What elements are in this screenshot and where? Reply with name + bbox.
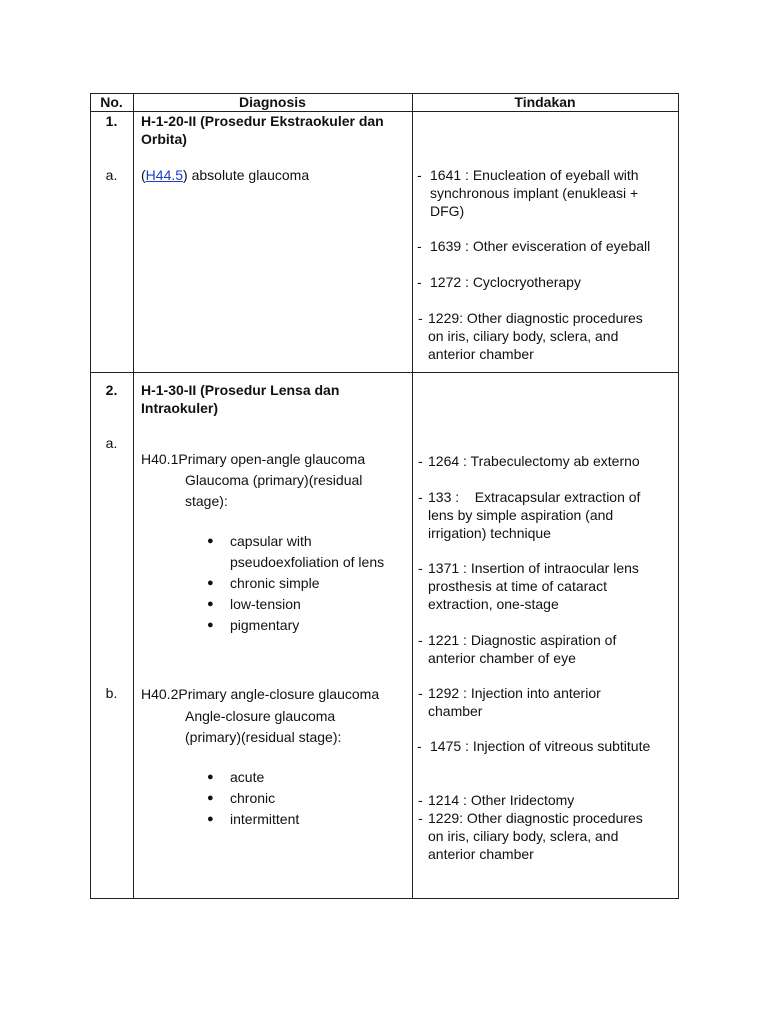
row-1-number: 1. [105,113,118,129]
procedure-133: 133 : Extracapsular extraction of [428,489,641,505]
diagnosis-h40-1 [141,450,365,468]
bullet-icon: ● [207,771,214,783]
procedure-1292-cont: chamber [428,703,483,719]
procedure-1371-cont: extraction, one-stage [428,596,559,612]
bullet-item: chronic simple [230,575,320,591]
procedure-1639: 1639 : Other evisceration of eyeball [430,238,651,254]
row-1-diagnosis [141,166,309,184]
procedure-dash: - [417,238,422,254]
row-2-number: 2. [105,382,118,398]
procedure-dash: - [418,560,423,576]
procedure-1292: 1292 : Injection into anterior [428,685,601,701]
procedure-1264: 1264 : Trabeculectomy ab externo [428,453,640,469]
header-tindakan: Tindakan [514,94,576,110]
column-divider-1 [133,93,134,899]
header-diagnosis: Diagnosis [239,94,306,110]
procedure-1641-cont: DFG) [430,203,465,219]
procedure-1229: 1229: Other diagnostic procedures [428,810,643,826]
procedure-1641-cont: synchronous implant (enukleasi + [430,185,639,201]
row-1-letter-a: a. [105,167,118,183]
procedure-1214: 1214 : Other Iridectomy [428,792,575,808]
procedure-dash: - [418,310,423,326]
bullet-icon: ● [207,813,214,825]
table-border-bottom [90,898,679,899]
procedure-dash: - [418,810,423,826]
procedure-1229-cont: on iris, ciliary body, sclera, and [428,828,619,844]
procedure-table [90,93,679,899]
procedure-dash: - [417,167,422,183]
diagnosis-h40-1-detail: stage): [185,493,228,509]
bullet-item: acute [230,769,265,785]
procedure-1229-cont: on iris, ciliary body, sclera, and [428,328,619,344]
table-border-left [90,93,91,899]
bullet-icon: ● [207,535,214,547]
diagnosis-h40-2-detail: (primary)(residual stage): [185,729,342,745]
bullet-item: chronic [230,790,276,806]
diagnosis-name: Primary open-angle glaucoma [178,451,366,467]
procedure-1371: 1371 : Insertion of intraocular lens [428,560,639,576]
procedure-dash: - [418,453,423,469]
procedure-1371-cont: prosthesis at time of cataract [428,578,607,594]
bullet-icon: ● [207,598,214,610]
procedure-dash: - [418,685,423,701]
row-1-title-cont: Orbita) [141,131,187,147]
bullet-item: intermittent [230,811,300,827]
bullet-item: capsular with [230,533,312,549]
diagnosis-name: Primary angle-closure glaucoma [178,686,380,702]
row-2-letter-b: b. [105,685,118,701]
table-border-right [678,93,679,899]
bullet-icon: ● [207,792,214,804]
bullet-item-cont: pseudoexfoliation of lens [230,554,385,570]
procedure-1229: 1229: Other diagnostic procedures [428,310,643,326]
diagnosis-h40-1-detail: Glaucoma (primary)(residual [185,472,363,488]
procedure-dash: - [418,632,423,648]
procedure-1221-cont: anterior chamber of eye [428,650,576,666]
row-1-title: H-1-20-II (Prosedur Ekstraokuler dan [141,113,384,129]
procedure-dash: - [418,792,423,808]
row-2-title-cont: Intraokuler) [141,400,219,416]
procedure-dash: - [418,489,423,505]
diagnosis-h40-2 [141,685,379,703]
diagnosis-description: ) absolute glaucoma [183,167,310,183]
procedure-1475: 1475 : Injection of vitreous subtitute [430,738,651,754]
bullet-item: pigmentary [230,617,300,633]
procedure-1229-cont: anterior chamber [428,846,534,862]
procedure-1272: 1272 : Cyclocryotherapy [430,274,581,290]
procedure-dash: - [417,738,422,754]
row-2-title: H-1-30-II (Prosedur Lensa dan [141,382,340,398]
procedure-dash: - [417,274,422,290]
diagnosis-code: H40.1 [141,451,179,467]
procedure-1229-cont: anterior chamber [428,346,534,362]
diagnosis-code-link[interactable]: H44.5 [145,167,184,183]
header-no: No. [100,94,123,110]
bullet-item: low-tension [230,596,301,612]
diagnosis-h40-2-detail: Angle-closure glaucoma [185,708,336,724]
procedure-1221: 1221 : Diagnostic aspiration of [428,632,617,648]
paren-open: ( [141,167,146,183]
bullet-icon: ● [207,619,214,631]
row-2-letter-a: a. [105,435,118,451]
procedure-133-cont: lens by simple aspiration (and [428,507,614,523]
bullet-icon: ● [207,577,214,589]
diagnosis-code: H40.2 [141,686,179,702]
procedure-133-cont: irrigation) technique [428,525,551,541]
column-divider-2 [412,93,413,899]
row-divider [90,372,679,373]
procedure-1641: 1641 : Enucleation of eyeball with [430,167,639,183]
